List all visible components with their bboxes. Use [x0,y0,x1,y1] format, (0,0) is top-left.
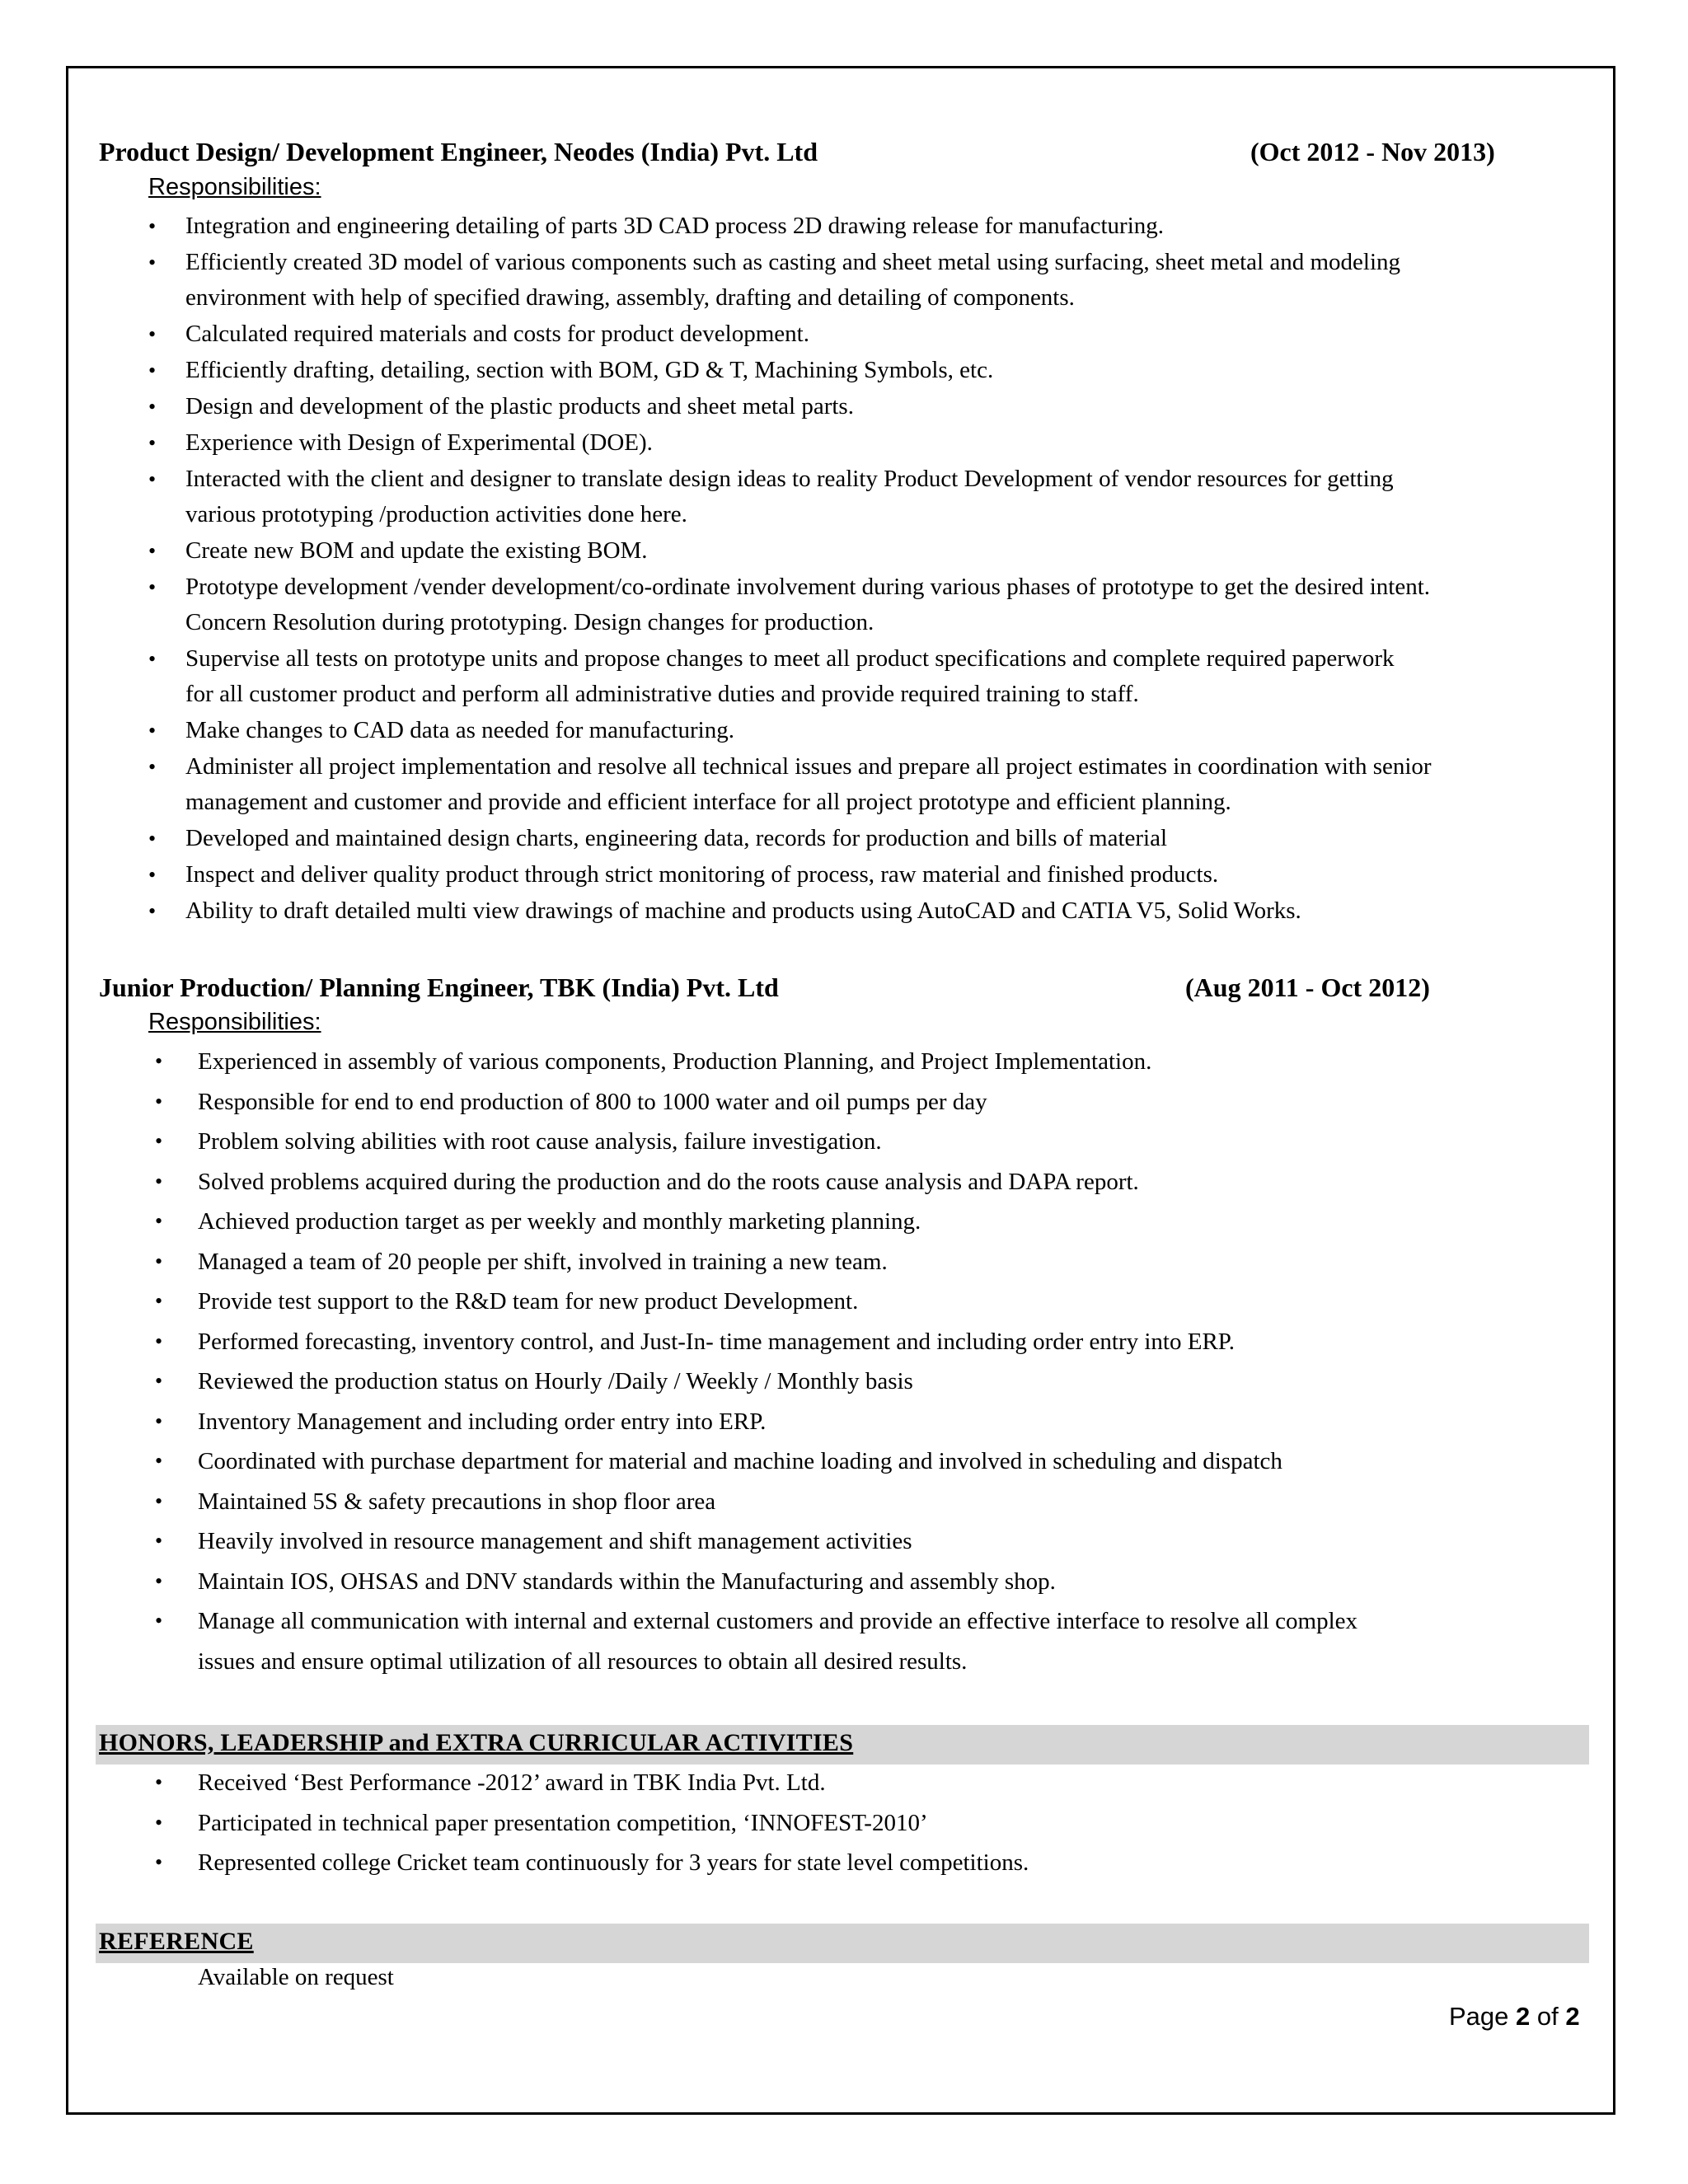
list-item-line: issues and ensure optimal utilization of all resources to obtain all desired results. [198,1647,968,1675]
reference-section-title: REFERENCE [99,1928,254,1955]
list-item [185,641,1582,712]
list-item-line: Reviewed the production status on Hourly /Daily / Weekly / Monthly basis [198,1368,913,1394]
list-item-line: Experienced in assembly of various components, Production Planning, and Project Implementation. [198,1048,1152,1075]
list-item [198,1402,1582,1442]
list-item-line: • Efficiently drafting, detailing, section with BOM, GD & T, Machining Symbols, etc. [185,357,994,383]
list-item [198,1843,1582,1883]
job2-dates: (Aug 2011 - Oct 2012) [1185,972,1430,1002]
list-item [185,533,1582,569]
list-item-text: Received ‘Best Performance -2012’ award in TBK India Pvt. Ltd. [198,1769,826,1796]
honors-list [198,1763,1582,1883]
page-total: 2 [1565,2002,1580,2031]
list-item [198,1282,1582,1322]
list-item [198,1361,1582,1402]
job2-responsibilities-list [198,1042,1582,1681]
list-item-line: Solved problems acquired during the production and do the roots cause analysis and DAPA report. [198,1168,1139,1195]
page-current: 2 [1516,2002,1531,2031]
list-item-line: • Manage all communication with internal and external customers and provide an effective interface to resolve all complex [198,1608,1358,1634]
job1-responsibilities-list [185,209,1582,930]
list-item-line: Managed a team of 20 people per shift, involved in training a new team. [198,1248,888,1275]
list-item [198,1601,1582,1681]
list-item [198,1242,1582,1282]
list-item-line: Provide test support to the R&D team for new product Development. [198,1288,859,1315]
list-item-line: • Design and development of the plastic products and sheet metal parts. [185,393,854,419]
list-item-line: • Efficiently created 3D model of various components such as casting and sheet metal using surfacing, sheet metal and modeling [185,249,1401,275]
list-item [185,569,1582,640]
list-item-line: Responsible for end to end production of 800 to 1000 water and oil pumps per day [198,1088,987,1115]
list-item-line: Problem solving abilities with root cause analysis, failure investigation. [198,1128,882,1155]
list-item [198,1763,1582,1803]
list-item [198,1202,1582,1242]
list-item-text: Participated in technical paper presentation competition, ‘INNOFEST-2010’ [198,1809,928,1836]
list-item-line: • Make changes to CAD data as needed for manufacturing. [185,717,734,743]
list-item [198,1441,1582,1482]
list-item [198,1042,1582,1082]
list-item-line: management and customer and provide and efficient interface for all project prototype and efficient planning. [185,789,1231,815]
list-item-line: • Experience with Design of Experimental (DOE). [185,429,653,456]
list-item-line: Maintained 5S & safety precautions in shop floor area [198,1488,716,1515]
job1-dates: (Oct 2012 - Nov 2013) [1250,137,1495,166]
list-item-line: Performed forecasting, inventory control, and Just-In- time management and including order entry into ERP. [198,1328,1235,1355]
reference-section-bar [96,1924,1589,1963]
job2-responsibilities-label: Responsibilities: [148,1009,321,1035]
list-item-line: Heavily involved in resource management and shift management activities [198,1528,912,1554]
list-item-line: Inventory Management and including order entry into ERP. [198,1408,767,1435]
list-item-line: • Ability to draft detailed multi view drawings of machine and products using AutoCAD and CATIA V5, Solid Works. [185,898,1301,924]
list-item-line: • Administer all project implementation and resolve all technical issues and prepare all project estimates in coordination with senior [185,753,1432,780]
list-item-line: Concern Resolution during prototyping. Design changes for production. [185,609,874,635]
list-item [185,821,1582,856]
list-item-line: Coordinated with purchase department for material and machine loading and involved in scheduling and dispatch [198,1448,1282,1474]
list-item-line: environment with help of specified drawing, assembly, drafting and detailing of components. [185,284,1075,311]
list-item [198,1803,1582,1844]
list-item-text: Represented college Cricket team continuously for 3 years for state level competitions. [198,1849,1029,1876]
page-prefix: Page [1449,2002,1517,2031]
list-item-line: Maintain IOS, OHSAS and DNV standards within the Manufacturing and assembly shop. [198,1568,1056,1595]
list-item [198,1482,1582,1522]
page-of: of [1530,2002,1566,2031]
list-item-line: Achieved production target as per weekly and monthly marketing planning. [198,1208,921,1235]
list-item [198,1562,1582,1602]
list-item-line: • Developed and maintained design charts, engineering data, records for production and bills of material [185,825,1168,851]
list-item-line: for all customer product and perform all administrative duties and provide required training to staff. [185,681,1139,707]
list-item-line: • Supervise all tests on prototype units and propose changes to meet all product specifications and complete required paperwork [185,645,1395,672]
list-item [185,389,1582,424]
list-item [185,462,1582,532]
list-item [198,1082,1582,1122]
job2-title: Junior Production/ Planning Engineer, TBK (India) Pvt. Ltd [99,972,779,1002]
list-item [185,857,1582,893]
list-item-line: • Interacted with the client and designer to translate design ideas to reality Product Development of vendor resources for getting [185,466,1394,492]
list-item [185,713,1582,748]
reference-text: Available on request [198,1964,394,1990]
list-item [185,245,1582,316]
job1-responsibilities-label: Responsibilities: [148,174,321,200]
list-item [198,1122,1582,1162]
list-item-line: • Create new BOM and update the existing BOM. [185,537,648,564]
list-item [185,893,1582,929]
list-item-line: • Prototype development /vender development/co-ordinate involvement during various phases of prototype to get the desired intent. [185,574,1431,600]
list-item [198,1322,1582,1362]
list-item [185,316,1582,352]
list-item-line: • Calculated required materials and costs for product development. [185,321,809,347]
honors-section-title: HONORS, LEADERSHIP and EXTRA CURRICULAR ACTIVITIES [99,1729,854,1756]
list-item [198,1521,1582,1562]
list-item-line: • Inspect and deliver quality product through strict monitoring of process, raw material and finished products. [185,861,1219,888]
list-item [198,1162,1582,1202]
list-item [185,353,1582,388]
list-item-line: • Integration and engineering detailing of parts 3D CAD process 2D drawing release for manufacturing. [185,213,1165,239]
list-item [185,425,1582,461]
list-item [185,749,1582,820]
job1-title: Product Design/ Development Engineer, Neodes (India) Pvt. Ltd [99,137,818,166]
list-item [185,209,1582,244]
page-number [1449,2002,1580,2032]
list-item-line: various prototyping /production activities done here. [185,501,687,527]
